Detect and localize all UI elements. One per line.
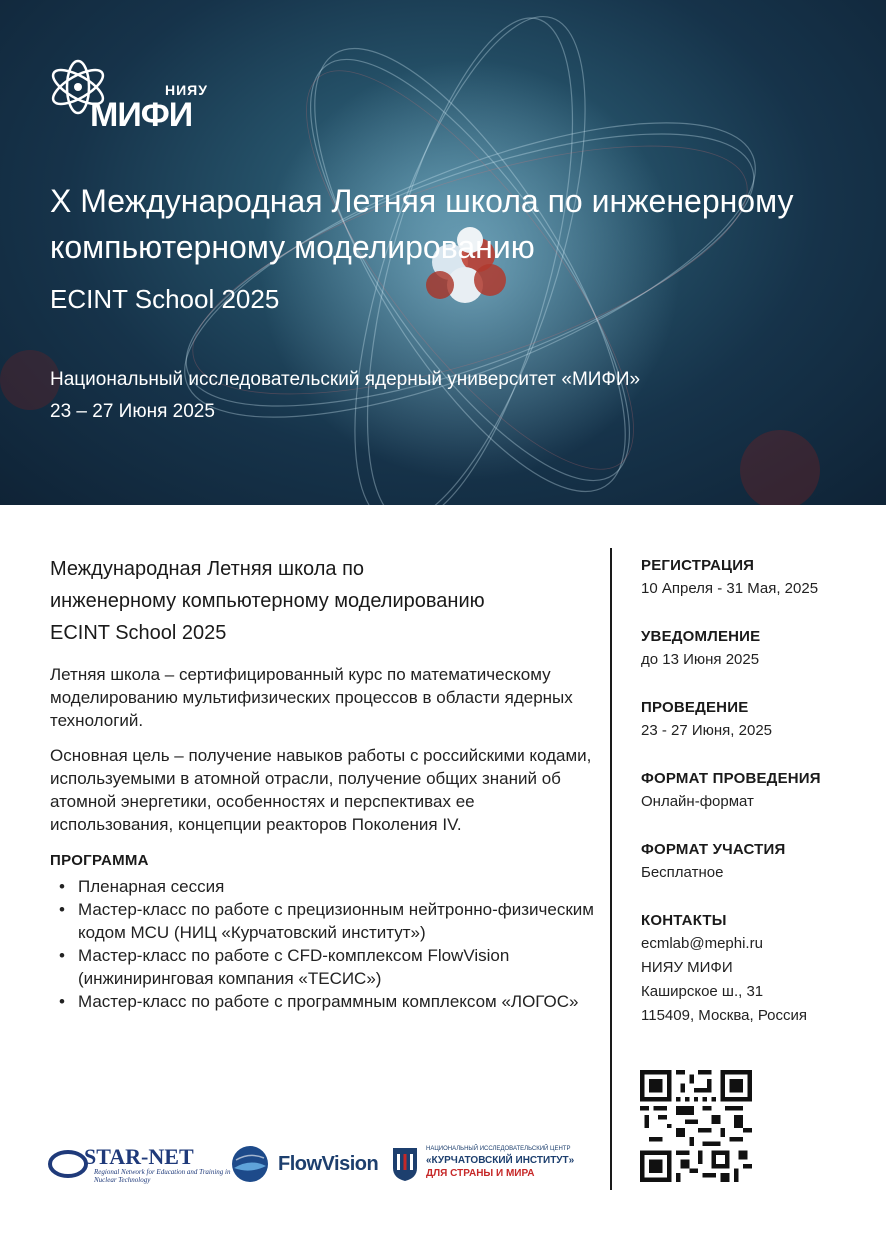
list-item: • Мастер-класс по работе с CFD-комплексом FlowVision (инжиниринговая компания «ТЕСИС») xyxy=(50,944,595,990)
flowvision-name: FlowVision xyxy=(278,1153,379,1175)
list-item: • Мастер-класс по работе с прецизионным нейтронно-физическим кодом MCU (НИЦ «Курчатовский институт») xyxy=(50,898,595,944)
kurchatov-logo xyxy=(390,1144,590,1184)
section-title-line: ECINT School 2025 xyxy=(50,622,227,644)
info-label: ФОРМАТ ПРОВЕДЕНИЯ xyxy=(641,770,821,787)
starnet-name: STAR-NET xyxy=(84,1144,194,1169)
event-dates: 23 – 27 Июня 2025 xyxy=(50,401,215,422)
section-title xyxy=(50,553,595,649)
info-label: ПРОВЕДЕНИЕ xyxy=(641,699,749,716)
info-label: ФОРМАТ УЧАСТИЯ xyxy=(641,841,786,858)
logo-wordmark: МИФИ xyxy=(90,96,193,134)
info-sidebar xyxy=(641,555,881,1053)
intro-paragraph: Летняя школа – сертифицированный курс по математическому моделированию мультифизических процессов в области ядерных технологий. xyxy=(50,665,573,730)
description-column xyxy=(50,553,595,1013)
hero-title: X Международная Летняя школа по инженерному компьютерному моделированию xyxy=(50,183,794,265)
kurchatov-line3: ДЛЯ СТРАНЫ И МИРА xyxy=(426,1168,535,1179)
contact-line: 115409, Москва, Россия xyxy=(641,1007,808,1024)
section-title-line: инженерному компьютерному моделированию xyxy=(50,590,485,612)
section-title-line: Международная Летняя школа по xyxy=(50,558,365,580)
kurchatov-line2: «КУРЧАТОВСКИЙ ИНСТИТУТ» xyxy=(426,1155,575,1166)
contact-line: Каширское ш., 31 xyxy=(641,983,764,1000)
hero-banner xyxy=(0,0,886,505)
info-value: 10 Апреля - 31 Мая, 2025 xyxy=(641,580,819,597)
contact-line: НИЯУ МИФИ xyxy=(641,959,733,976)
hero-subtitle: ECINT School 2025 xyxy=(50,284,280,314)
registration-block xyxy=(641,555,881,601)
contact-email-link[interactable]: ecmlab@mephi.ru xyxy=(641,935,763,952)
info-label: КОНТАКТЫ xyxy=(641,912,727,929)
info-value: Онлайн-формат xyxy=(641,793,754,810)
list-item: • Пленарная сессия xyxy=(50,875,595,898)
column-divider xyxy=(610,548,612,1190)
hero-university xyxy=(50,364,640,428)
program-heading: ПРОГРАММА xyxy=(50,852,149,869)
goal-paragraph: Основная цель – получение навыков работы с российскими кодами, используемыми в атомной отрасли, получение общих знаний об атомной энергетики, особенностях и перспективах ее использования, концепции реакторов Поколения IV. xyxy=(50,746,592,834)
starnet-description: Regional Network for Education and Training in Nuclear Technology xyxy=(94,1168,231,1184)
info-label: РЕГИСТРАЦИЯ xyxy=(641,557,755,574)
kurchatov-emblem-icon xyxy=(390,1146,420,1182)
notification-block xyxy=(641,626,881,672)
kurchatov-line1: НАЦИОНАЛЬНЫЙ ИССЛЕДОВАТЕЛЬСКИЙ ЦЕНТР xyxy=(426,1146,571,1152)
flowvision-logo xyxy=(230,1144,379,1184)
mephi-logo xyxy=(48,52,218,142)
starnet-swoosh-icon xyxy=(48,1146,88,1182)
flowvision-globe-icon xyxy=(230,1144,270,1184)
university-name: Национальный исследовательский ядерный университет «МИФИ» xyxy=(50,369,641,390)
participation-block xyxy=(641,839,881,885)
program-list xyxy=(50,875,595,1013)
info-value: 23 - 27 Июня, 2025 xyxy=(641,722,773,739)
contacts-block xyxy=(641,910,881,1028)
logo-abbreviation: НИЯУ xyxy=(165,82,208,98)
partner-logos xyxy=(48,1140,588,1190)
info-value: Бесплатное xyxy=(641,864,724,881)
conduct-block xyxy=(641,697,881,743)
qr-code[interactable] xyxy=(640,1070,752,1182)
list-item: • Мастер-класс по работе с программным комплексом «ЛОГОС» xyxy=(50,990,595,1013)
info-value: до 13 Июня 2025 xyxy=(641,651,760,668)
info-label: УВЕДОМЛЕНИЕ xyxy=(641,628,761,645)
format-block xyxy=(641,768,881,814)
starnet-logo xyxy=(48,1144,231,1184)
